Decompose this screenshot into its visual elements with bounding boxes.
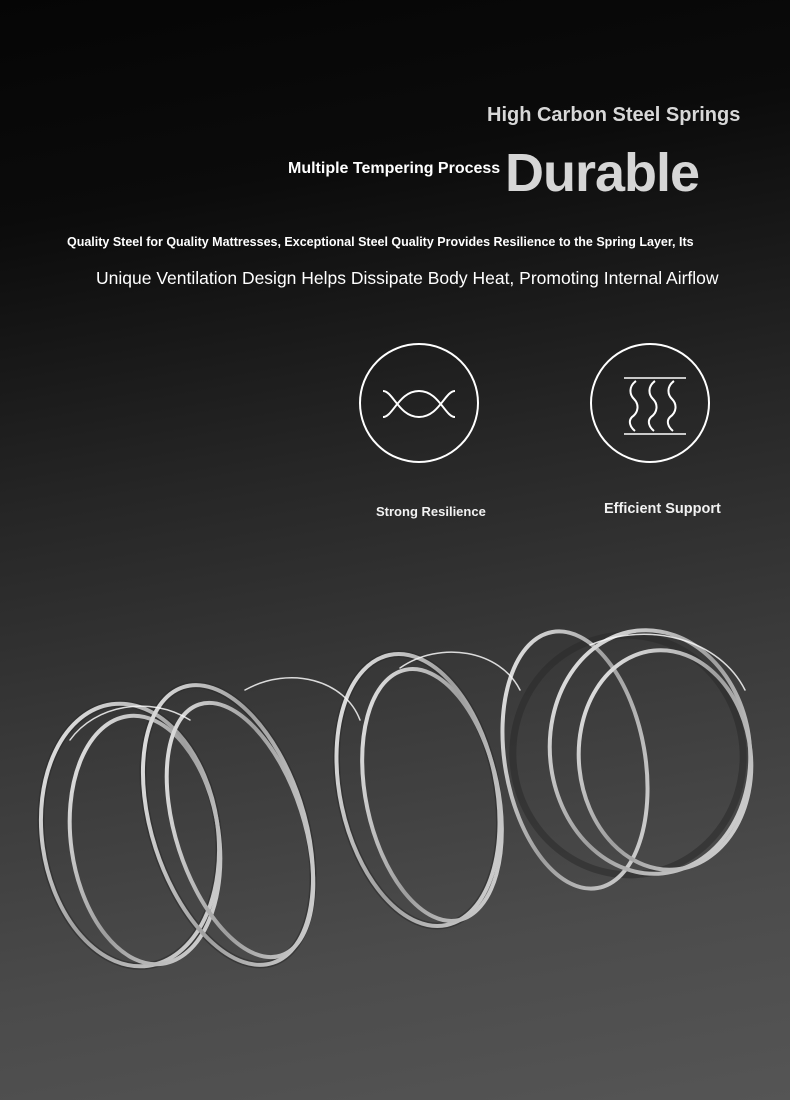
feature-resilience-circle [359, 343, 479, 463]
support-springs-icon [592, 345, 708, 461]
resilience-wave-icon [361, 345, 477, 461]
subheading-tempering-process: Multiple Tempering Process [288, 160, 501, 177]
description-line-2: Unique Ventilation Design Helps Dissipate Body Heat, Promoting Internal Airflow [96, 268, 719, 288]
feature-label-efficient-support: Efficient Support [604, 501, 721, 517]
steel-coil-spring-image [0, 560, 790, 1000]
big-word-durable: Durable [505, 143, 700, 203]
feature-label-strong-resilience: Strong Resilience [376, 504, 486, 519]
description-line-1: Quality Steel for Quality Mattresses, Exceptional Steel Quality Provides Resilience to the Spring Layer, Its [67, 235, 694, 249]
feature-support-circle [590, 343, 710, 463]
heading-high-carbon-steel-springs: High Carbon Steel Springs [487, 104, 741, 126]
